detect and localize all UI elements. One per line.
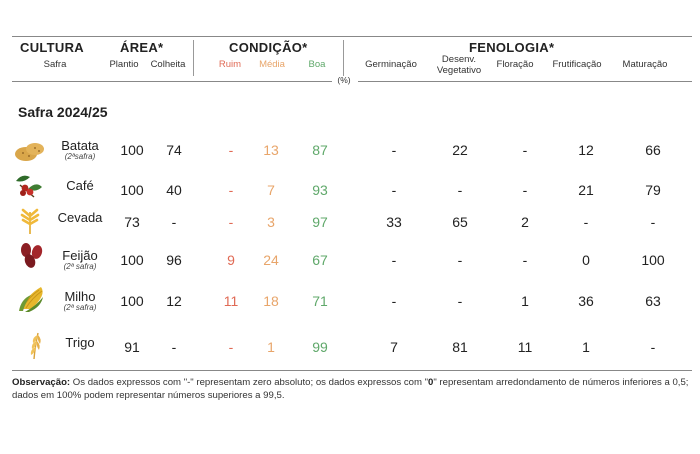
header-fenologia: FENOLOGIA* <box>469 40 555 55</box>
cell-desenv: - <box>457 182 463 198</box>
cell-plantio: 73 <box>124 214 140 230</box>
cell-colheita: 12 <box>166 293 182 309</box>
cell-germinacao: - <box>391 252 397 268</box>
divider-area-condicao <box>193 40 194 76</box>
cell-plantio: 91 <box>124 339 140 355</box>
cell-germinacao: 33 <box>386 214 402 230</box>
header-bottom-rule-right <box>358 81 692 82</box>
header-boa: Boa <box>308 59 326 70</box>
cell-colheita: - <box>171 214 177 230</box>
cell-maturacao: - <box>650 339 656 355</box>
cell-frutificacao: - <box>583 214 589 230</box>
bean-icon <box>15 240 49 270</box>
cell-plantio: 100 <box>120 182 144 198</box>
cell-ruim: 11 <box>223 293 239 309</box>
crop-name-label: Café <box>66 178 94 193</box>
header-area: ÁREA* <box>120 40 164 55</box>
cell-frutificacao: 21 <box>578 182 594 198</box>
cell-ruim: - <box>228 214 234 230</box>
cell-germinacao: 7 <box>390 339 398 355</box>
cell-media: 13 <box>263 142 279 158</box>
crop-season: (2ª safra) <box>63 303 97 312</box>
cell-boa: 71 <box>312 293 328 309</box>
cell-floracao: 11 <box>517 339 533 355</box>
observation-text-1: Os dados expressos com "-" representam zero absoluto; os dados expressos com " <box>70 377 429 388</box>
header-desenv <box>428 54 490 76</box>
cell-ruim: 9 <box>227 252 235 268</box>
cell-plantio: 100 <box>120 293 144 309</box>
cell-germinacao: - <box>391 293 397 309</box>
corn-icon <box>17 283 51 313</box>
cell-frutificacao: 0 <box>582 252 590 268</box>
cell-boa: 97 <box>312 214 328 230</box>
crop-name <box>50 139 110 161</box>
header-maturacao: Maturação <box>622 59 668 70</box>
cell-frutificacao: 12 <box>578 142 594 158</box>
crop-name <box>50 179 110 192</box>
observation-label: Observação: <box>12 377 71 388</box>
crop-name <box>50 336 110 349</box>
cell-floracao: 1 <box>521 293 529 309</box>
cell-floracao: - <box>522 252 528 268</box>
cell-germinacao: - <box>391 182 397 198</box>
cell-maturacao: - <box>650 214 656 230</box>
cell-media: 7 <box>267 182 275 198</box>
cell-colheita: 40 <box>166 182 182 198</box>
cell-frutificacao: 1 <box>582 339 590 355</box>
potato-icon <box>13 136 47 166</box>
cell-floracao: - <box>522 142 528 158</box>
cell-boa: 87 <box>312 142 328 158</box>
header-plantio: Plantio <box>109 59 139 70</box>
header-ruim: Ruim <box>218 59 242 70</box>
header-germinacao: Germinação <box>365 59 417 70</box>
header-bottom-rule-left <box>12 81 332 82</box>
cell-maturacao: 66 <box>645 142 661 158</box>
cell-desenv: 65 <box>452 214 468 230</box>
crop-name-label: Cevada <box>57 210 103 225</box>
cell-plantio: 100 <box>120 252 144 268</box>
crop-name-label: Milho <box>64 289 96 304</box>
crop-name-label: Trigo <box>65 335 95 350</box>
header-frutificacao: Frutificação <box>552 59 602 70</box>
cell-boa: 99 <box>312 339 328 355</box>
header-colheita: Colheita <box>150 59 186 70</box>
cell-media: 1 <box>267 339 275 355</box>
header-desenv-line1: Desenv. <box>441 54 477 65</box>
header-safra: Safra <box>43 59 67 70</box>
observation-zero: 0 <box>428 377 434 388</box>
crop-name <box>50 249 110 271</box>
barley-icon <box>13 206 47 236</box>
table-bottom-rule <box>12 370 692 371</box>
observation-text-2: " representam arredondamento de números inferiores a 0,5; dados em 100% podem representar números superiores a 99,5. <box>12 377 689 401</box>
cell-germinacao: - <box>391 142 397 158</box>
cell-desenv: 81 <box>452 339 468 355</box>
section-title: Safra 2024/25 <box>18 104 108 120</box>
cell-colheita: - <box>171 339 177 355</box>
cell-boa: 93 <box>312 182 328 198</box>
cell-ruim: - <box>228 339 234 355</box>
cell-floracao: - <box>522 182 528 198</box>
crop-season: (2ª safra) <box>63 262 97 271</box>
cell-desenv: - <box>457 252 463 268</box>
crop-season: (2ªsafra) <box>64 152 96 161</box>
cell-desenv: - <box>457 293 463 309</box>
cell-media: 24 <box>263 252 279 268</box>
wheat-icon <box>20 329 54 359</box>
cell-colheita: 96 <box>166 252 182 268</box>
crop-name-label: Feijão <box>62 248 98 263</box>
cell-ruim: - <box>228 182 234 198</box>
cell-colheita: 74 <box>166 142 182 158</box>
crop-name-label: Batata <box>61 138 99 153</box>
crop-name <box>50 290 110 312</box>
cell-media: 18 <box>263 293 279 309</box>
header-cultura: CULTURA <box>20 40 84 55</box>
cell-ruim: - <box>228 142 234 158</box>
header-top-rule <box>12 36 692 37</box>
coffee-icon <box>12 171 46 201</box>
cell-maturacao: 79 <box>645 182 661 198</box>
header-desenv-line2: Vegetativo <box>436 65 482 76</box>
cell-maturacao: 100 <box>641 252 665 268</box>
cell-frutificacao: 36 <box>578 293 594 309</box>
divider-condicao-fenologia <box>343 40 344 76</box>
crop-name <box>50 211 110 224</box>
cell-maturacao: 63 <box>645 293 661 309</box>
cell-desenv: 22 <box>452 142 468 158</box>
cell-plantio: 100 <box>120 142 144 158</box>
cell-floracao: 2 <box>521 214 529 230</box>
header-media: Média <box>259 59 285 70</box>
cell-media: 3 <box>267 214 275 230</box>
observation-note <box>12 377 692 402</box>
header-condicao: CONDIÇÃO* <box>229 40 308 55</box>
header-percent: (%) <box>337 75 351 85</box>
header-floracao: Floração <box>496 59 534 70</box>
cell-boa: 67 <box>312 252 328 268</box>
